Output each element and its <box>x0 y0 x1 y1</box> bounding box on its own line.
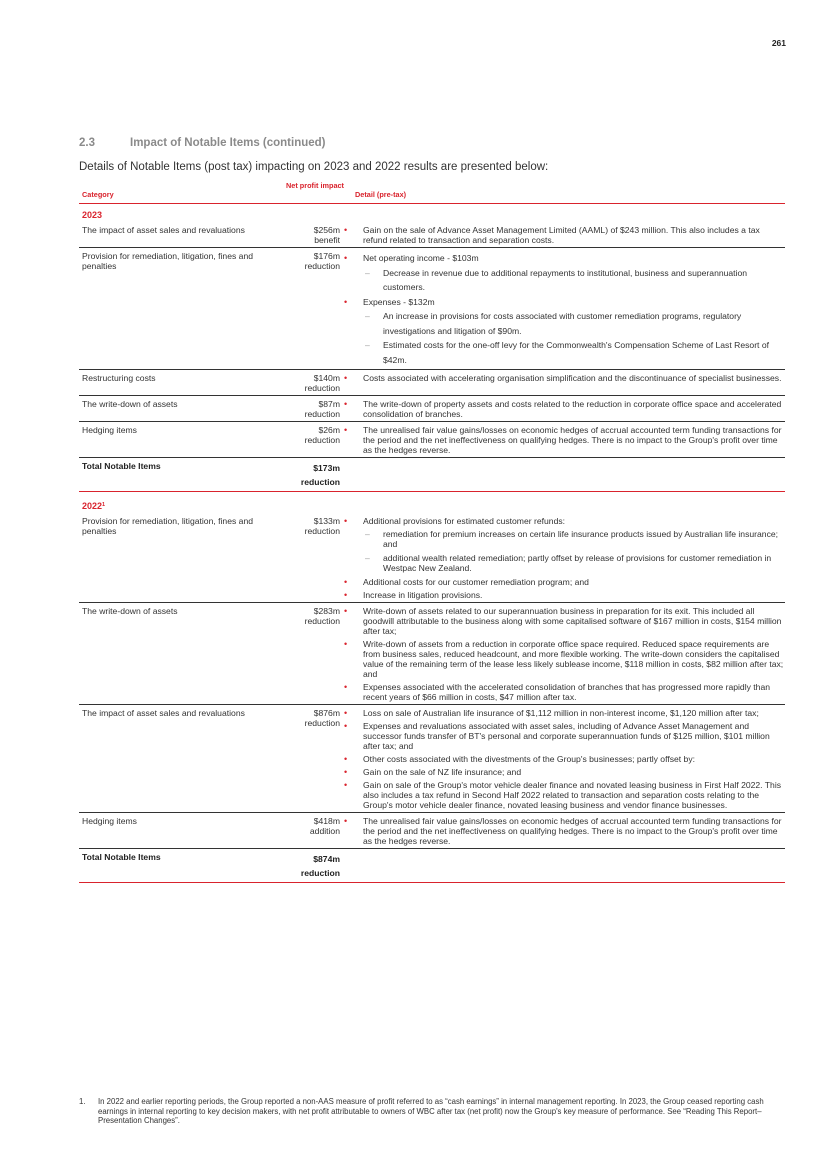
bullet-item: • The write-down of property assets and costs related to the reduction in corporate office space and accelerated consolidation of branches. <box>363 399 785 419</box>
row-amount: $876m <box>313 708 340 718</box>
total-detail <box>340 461 785 489</box>
notable-items-table <box>79 180 785 883</box>
bullet-item: • Loss on sale of Australian life insurance of $1,112 million in non-interest income, $1,120 million after tax; <box>363 708 785 718</box>
table-header <box>79 180 785 204</box>
bullet-item: • Expenses and revaluations associated with asset sales, including of Advance Asset Management and successor funds transfer of BT's personal and corporate superannuation funds of $125 million, $101 million after tax; and <box>363 721 785 751</box>
header-detail: Detail (pre-tax) <box>355 190 407 199</box>
row-detail <box>340 425 785 455</box>
row-net-profit-impact <box>269 425 340 455</box>
total-label: Total Notable Items <box>82 461 161 471</box>
total-effect: reduction <box>300 868 340 878</box>
section-title: Impact of Notable Items (continued) <box>130 137 326 149</box>
total-impact <box>269 461 340 489</box>
row-effect: reduction <box>304 435 340 445</box>
row-amount: $176m <box>313 251 340 261</box>
intro-text: Details of Notable Items (post tax) impacting on 2023 and 2022 results are presented below: <box>79 161 549 173</box>
section-heading <box>79 137 326 149</box>
total-impact <box>269 852 340 880</box>
row-amount: $283m <box>313 606 340 616</box>
row-effect: reduction <box>304 261 340 271</box>
bullet-item: • Costs associated with accelerating organisation simplification and the discontinuance of specialist businesses. <box>363 373 785 383</box>
year-heading <box>79 204 785 222</box>
header-net-profit-impact: Net profit impact <box>286 181 344 190</box>
footnote-ref: 1 <box>102 502 106 508</box>
page-number: 261 <box>771 38 786 48</box>
row-effect: reduction <box>304 718 340 728</box>
row-category: The write-down of assets <box>82 399 178 409</box>
row-amount: $26m <box>318 425 340 435</box>
bullet-item: • Other costs associated with the divestments of the Group's businesses; partly offset by: <box>363 754 785 764</box>
sub-item: – Decrease in revenue due to additional repayments to institutional, business and superannuation customers. <box>363 266 785 295</box>
total-label: Total Notable Items <box>82 852 161 862</box>
row-amount: $87m <box>318 399 340 409</box>
bullet-item: • Write-down of assets from a reduction in corporate office space required. Reduced space requirements are from business sales, reduced headcount, and more flexible working. The write-down considers the capitalised value of the remaining term of the lease less likely sublease income, $118 million in costs, $82 million after tax; and <box>363 639 785 679</box>
row-net-profit-impact <box>269 373 340 393</box>
row-category: Hedging items <box>82 816 137 826</box>
row-detail <box>340 373 785 393</box>
row-detail <box>340 708 785 810</box>
bullet-item: • Additional costs for our customer remediation program; and <box>363 577 785 587</box>
row-effect: addition <box>309 826 340 836</box>
table-row <box>79 705 785 813</box>
sub-item: – Estimated costs for the one-off levy for the Commonwealth's Compensation Scheme of Last Resort of $42m. <box>363 338 785 367</box>
row-detail <box>340 399 785 419</box>
row-net-profit-impact <box>269 399 340 419</box>
table-row <box>79 370 785 396</box>
row-category: The impact of asset sales and revaluations <box>82 225 245 235</box>
row-effect: reduction <box>304 409 340 419</box>
total-effect: reduction <box>300 477 340 487</box>
bullet-item: • Gain on the sale of NZ life insurance; and <box>363 767 785 777</box>
table-row <box>79 513 785 603</box>
sub-item: – An increase in provisions for costs associated with customer remediation programs, regulatory investigations and litigation of $90m. <box>363 309 785 338</box>
table-row <box>79 603 785 705</box>
row-net-profit-impact <box>269 251 340 367</box>
row-effect: benefit <box>314 235 340 245</box>
bullet-item: • The unrealised fair value gains/losses on economic hedges of accrual accounted term funding transactions for the period and the net ineffectiveness on qualifying hedges. There is no impact to the Group's profit over time as the hedges reverse. <box>363 816 785 846</box>
row-effect: reduction <box>304 616 340 626</box>
row-detail <box>340 606 785 702</box>
bullet-item: • The unrealised fair value gains/losses on economic hedges of accrual accounted term funding transactions for the period and the net ineffectiveness on qualifying hedges. There is no impact to the Group's profit over time as the hedges reverse. <box>363 425 785 455</box>
row-category: Hedging items <box>82 425 137 435</box>
table-row <box>79 222 785 248</box>
table-row <box>79 422 785 458</box>
bullet-item: • Expenses - $132m <box>363 295 785 310</box>
total-row <box>79 458 785 492</box>
row-amount: $418m <box>313 816 340 826</box>
row-category: Provision for remediation, litigation, fines and penalties <box>82 516 254 536</box>
bullet-item: • Gain on sale of the Group's motor vehicle dealer finance and novated leasing business in First Half 2022. This also includes a tax refund in Second Half 2022 related to transaction and separation costs relating to the Group's motor vehicle dealer finance, novated leasing business and vendor finance businesses. <box>363 780 785 810</box>
total-amount: $173m <box>313 463 340 473</box>
row-effect: reduction <box>304 383 340 393</box>
year-label: 2022 <box>82 501 103 511</box>
bullet-item: • Increase in litigation provisions. <box>363 590 785 600</box>
bullet-item: • Write-down of assets related to our superannuation business in preparation for its exit. This included all goodwill attributable to the business along with some capitalised software of $167 million in costs, $154 million after tax; <box>363 606 785 636</box>
rows-2022 <box>79 513 785 849</box>
row-net-profit-impact <box>269 225 340 245</box>
table-row <box>79 813 785 849</box>
row-category: The write-down of assets <box>82 606 178 616</box>
bullet-item: • Gain on the sale of Advance Asset Management Limited (AAML) of $243 million. This also includes a tax refund related to transaction and separation costs. <box>363 225 785 245</box>
row-net-profit-impact <box>269 816 340 846</box>
table-row <box>79 248 785 370</box>
footnote-text: In 2022 and earlier reporting periods, the Group reported a non-AAS measure of profit referred to as “cash earnings” in internal management reporting. In 2023, the Group ceased reporting cash earnings in internal reporting to key decision makers, with net profit attributable to owners of WBC after tax (net profit) now the Group's key measure of performance. See “Reading This Report–Presentation Changes”. <box>98 1097 764 1126</box>
rows-2023 <box>79 222 785 458</box>
section-number: 2.3 <box>79 137 95 149</box>
bullet-item: • Expenses associated with the accelerated consolidation of branches that has progressed more rapidly than recent years of $66 million in costs, $47 million after tax. <box>363 682 785 702</box>
row-detail <box>340 251 785 367</box>
row-category: Provision for remediation, litigation, fines and penalties <box>82 251 254 271</box>
row-amount: $140m <box>313 373 340 383</box>
total-amount: $874m <box>313 854 340 864</box>
bullet-item: • Additional provisions for estimated customer refunds: <box>363 516 785 526</box>
row-detail <box>340 225 785 245</box>
row-net-profit-impact <box>269 516 340 600</box>
header-category: Category <box>82 190 114 199</box>
sub-item: – additional wealth related remediation; partly offset by release of provisions for customer remediation in Westpac New Zealand. <box>363 553 785 573</box>
row-amount: $256m <box>313 225 340 235</box>
table-row <box>79 396 785 422</box>
row-detail <box>340 516 785 600</box>
row-amount: $133m <box>313 516 340 526</box>
year-heading <box>79 492 785 513</box>
row-detail <box>340 816 785 846</box>
row-net-profit-impact <box>269 606 340 702</box>
total-detail <box>340 852 785 880</box>
row-category: The impact of asset sales and revaluations <box>82 708 245 718</box>
bullet-item: • Net operating income - $103m <box>363 251 785 266</box>
footnote-mark: 1. <box>79 1097 86 1106</box>
row-effect: reduction <box>304 526 340 536</box>
row-net-profit-impact <box>269 708 340 810</box>
total-row <box>79 849 785 883</box>
year-label: 2023 <box>82 210 103 220</box>
row-category: Restructuring costs <box>82 373 156 383</box>
footnote <box>79 1097 784 1126</box>
sub-item: – remediation for premium increases on certain life insurance products issued by Australian life insurance; and <box>363 529 785 549</box>
